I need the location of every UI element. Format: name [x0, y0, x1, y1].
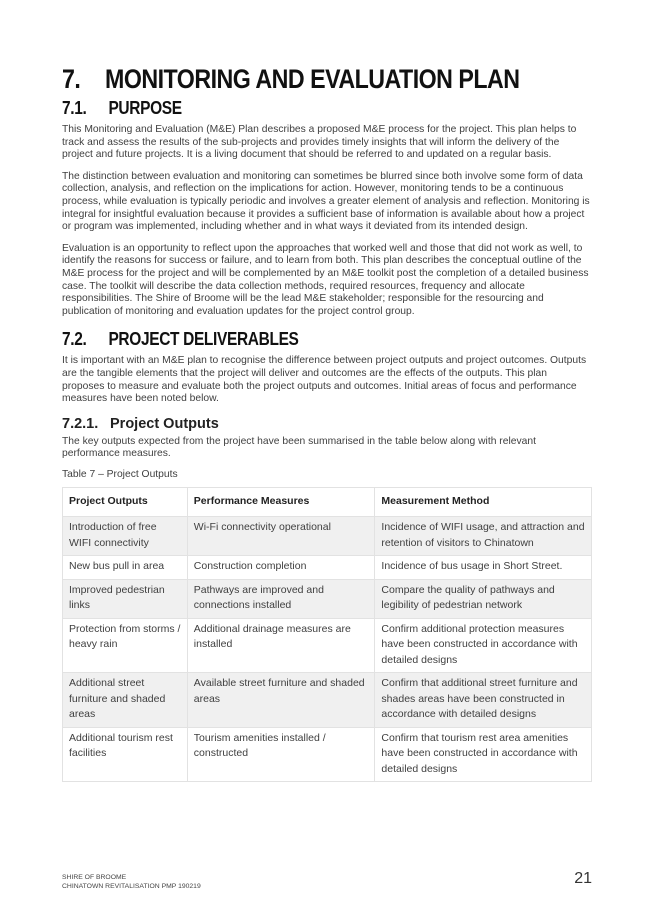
deliverables-number: 7.2. [62, 329, 87, 350]
table-cell: Pathways are improved and connections installed [187, 579, 375, 618]
page-number: 21 [574, 870, 592, 887]
table-cell: Confirm that additional street furniture and shades areas have been constructed in accordance with detailed designs [375, 673, 592, 728]
section-number: 7. [62, 64, 81, 94]
table-cell: Additional tourism rest facilities [63, 727, 188, 782]
table-cell: Construction completion [187, 556, 375, 580]
column-header: Measurement Method [375, 487, 592, 517]
table-cell: Additional street furniture and shaded areas [63, 673, 188, 728]
table-row [63, 556, 592, 580]
column-header: Project Outputs [63, 487, 188, 517]
table-cell: Incidence of bus usage in Short Street. [375, 556, 592, 580]
table-row [63, 727, 592, 782]
column-header: Performance Measures [187, 487, 375, 517]
outputs-number: 7.2.1. [62, 415, 99, 432]
table-cell: Protection from storms / heavy rain [63, 618, 188, 673]
deliverables-heading [62, 328, 518, 350]
purpose-paragraph-1: This Monitoring and Evaluation (M&E) Plan describes a proposed M&E process for the project. This plan helps to track and assess the results of the sub-projects and provides timely insights that will inform the delivery of the project and future projects. It is a living document that should be referred to and updated on a regular basis. [62, 124, 577, 161]
table-cell: Improved pedestrian links [63, 579, 188, 618]
table-row [63, 618, 592, 673]
table-caption: Table 7 – Project Outputs [62, 468, 178, 480]
table-row [63, 579, 592, 618]
table-cell: Incidence of WIFI usage, and attraction and retention of visitors to Chinatown [375, 517, 592, 556]
purpose-paragraph-3: Evaluation is an opportunity to reflect upon the approaches that worked well and those that did not work as well, to identify the reasons for success or failure, and to learn from both. This plan describes the conceptual outline of the M&E process for the project and will be complemented by an M&E toolkit post the completion of a detailed business case. The toolkit will describe the data collection methods, required resources, frequency and allocate responsibilities. The Shire of Broome will be the lead M&E stakeholder; responsible for the resourcing and publication of monitoring and evaluation updates for the project control group. [62, 242, 589, 317]
table-cell: Additional drainage measures are installed [187, 618, 375, 673]
footer-document-title: CHINATOWN REVITALISATION PMP 190219 [62, 882, 201, 890]
table-row [63, 517, 592, 556]
document-page [62, 62, 592, 782]
deliverables-paragraph: It is important with an M&E plan to recognise the difference between project outputs and project outcomes. Outputs are the tangible elements that the project will deliver and outcomes are the effects of the outputs. This plan proposes to measure and evaluate both the project outputs and outcomes. Initial areas of focus and performance measures have been noted below. [62, 355, 587, 405]
section-title: MONITORING AND EVALUATION PLAN [105, 64, 520, 94]
purpose-number: 7.1. [62, 98, 87, 118]
deliverables-title: PROJECT DELIVERABLES [108, 329, 299, 350]
table-cell: Wi-Fi connectivity operational [187, 517, 375, 556]
table-cell: Confirm additional protection measures have been constructed in accordance with detailed designs [375, 618, 592, 673]
table-cell: New bus pull in area [63, 556, 188, 580]
purpose-heading [62, 97, 518, 119]
purpose-paragraph-2: The distinction between evaluation and monitoring can sometimes be blurred since both involve some form of data collection, analysis, and reflection on the implications for action. However, monitoring tends to be a continuous process, while evaluation is typically periodic and involves a greater element of analysis and reflection. Monitoring is integral for insightful evaluation because it provides a sufficient base of information is available about how a project or program was implemented, including whether and in what ways it deviated from its intended design. [62, 170, 590, 233]
project-outputs-table [62, 487, 592, 783]
table-cell: Tourism amenities installed / constructed [187, 727, 375, 782]
outputs-heading [62, 415, 592, 433]
outputs-paragraph: The key outputs expected from the project have been summarised in the table below along with relevant performance measures. [62, 435, 536, 460]
page-footer [62, 874, 201, 891]
section-heading [62, 62, 518, 96]
table-cell: Confirm that tourism rest area amenities have been constructed in accordance with detailed designs [375, 727, 592, 782]
table-header-row [63, 487, 592, 517]
table-row [63, 673, 592, 728]
outputs-title: Project Outputs [110, 415, 219, 432]
purpose-title: PURPOSE [108, 98, 182, 118]
footer-organisation: SHIRE OF BROOME [62, 874, 127, 881]
table-cell: Introduction of free WIFI connectivity [63, 517, 188, 556]
table-cell: Compare the quality of pathways and legibility of pedestrian network [375, 579, 592, 618]
table-cell: Available street furniture and shaded areas [187, 673, 375, 728]
